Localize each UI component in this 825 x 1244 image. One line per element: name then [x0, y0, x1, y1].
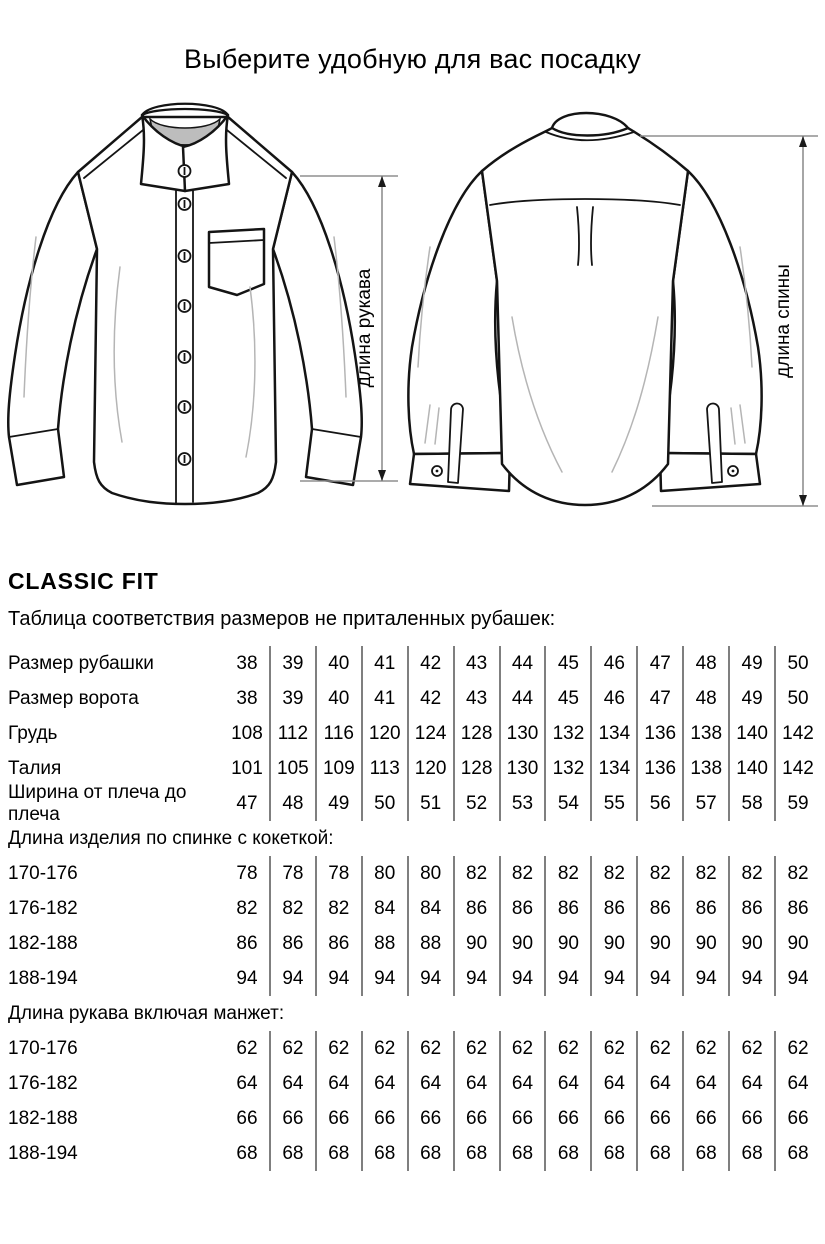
shirt-diagrams — [0, 87, 825, 542]
size-cell: 62 — [636, 1031, 682, 1066]
size-cell: 134 — [590, 716, 636, 751]
size-cell: 49 — [728, 681, 774, 716]
size-cell: 62 — [590, 1031, 636, 1066]
size-cell: 45 — [544, 646, 590, 681]
size-cell: 48 — [682, 646, 728, 681]
size-cell: 50 — [774, 681, 820, 716]
size-cell: 62 — [728, 1031, 774, 1066]
size-cell: 90 — [774, 926, 820, 961]
size-cell: 38 — [236, 687, 258, 709]
size-cell: 62 — [236, 1037, 258, 1059]
size-cell: 84 — [407, 891, 453, 926]
row-label: Талия — [8, 757, 62, 779]
size-cell: 94 — [544, 961, 590, 996]
size-cell: 94 — [682, 961, 728, 996]
back-shirt-drawing — [408, 113, 761, 505]
size-cell: 82 — [315, 891, 361, 926]
size-cell: 62 — [407, 1031, 453, 1066]
size-cell: 68 — [407, 1136, 453, 1171]
size-cell: 48 — [269, 786, 315, 821]
shirt-drawings-svg — [0, 87, 825, 542]
fit-subtitle: Таблица соответствия размеров не приталенных рубашек: — [8, 608, 556, 630]
row-label: 170-176 — [8, 1037, 78, 1059]
size-cell: 47 — [636, 646, 682, 681]
size-cell: 130 — [499, 751, 545, 786]
size-cell: 64 — [728, 1066, 774, 1101]
size-cell: 78 — [269, 856, 315, 891]
size-cell: 136 — [636, 751, 682, 786]
size-cell: 46 — [590, 646, 636, 681]
size-cell: 58 — [728, 786, 774, 821]
size-cell: 82 — [636, 856, 682, 891]
table-row — [8, 681, 820, 716]
size-cell: 66 — [269, 1101, 315, 1136]
size-cell: 94 — [453, 961, 499, 996]
chest-pocket — [209, 229, 264, 295]
size-cell: 108 — [231, 722, 263, 744]
size-cell: 80 — [407, 856, 453, 891]
size-cell: 90 — [682, 926, 728, 961]
front-shirt-drawing — [8, 104, 362, 504]
size-cell: 90 — [453, 926, 499, 961]
row-label: 176-182 — [8, 897, 78, 919]
size-cell: 62 — [682, 1031, 728, 1066]
size-cell: 112 — [269, 716, 315, 751]
size-cell: 140 — [728, 751, 774, 786]
size-cell: 82 — [453, 856, 499, 891]
table-section-heading: Длина изделия по спинке с кокеткой: — [8, 827, 334, 849]
size-cell: 90 — [590, 926, 636, 961]
size-cell: 109 — [315, 751, 361, 786]
size-table — [8, 646, 820, 1171]
size-cell: 86 — [544, 891, 590, 926]
size-cell: 57 — [682, 786, 728, 821]
size-cell: 44 — [499, 646, 545, 681]
size-cell: 66 — [544, 1101, 590, 1136]
size-cell: 88 — [407, 926, 453, 961]
row-label: 182-188 — [8, 1107, 78, 1129]
size-cell: 44 — [499, 681, 545, 716]
table-row — [8, 646, 820, 681]
size-cell: 55 — [590, 786, 636, 821]
size-cell: 124 — [407, 716, 453, 751]
size-cell: 78 — [315, 856, 361, 891]
size-cell: 46 — [590, 681, 636, 716]
size-cell: 66 — [636, 1101, 682, 1136]
size-cell: 64 — [453, 1066, 499, 1101]
size-cell: 64 — [361, 1066, 407, 1101]
size-cell: 86 — [315, 926, 361, 961]
size-cell: 86 — [774, 891, 820, 926]
table-row — [8, 961, 820, 996]
table-section-heading: Длина рукава включая манжет: — [8, 1002, 285, 1024]
size-cell: 64 — [682, 1066, 728, 1101]
collar-band — [552, 113, 628, 136]
size-cell: 62 — [774, 1031, 820, 1066]
size-cell: 68 — [636, 1136, 682, 1171]
size-cell: 56 — [636, 786, 682, 821]
size-cell: 54 — [544, 786, 590, 821]
size-cell: 40 — [315, 646, 361, 681]
table-row — [8, 891, 820, 926]
size-cell: 64 — [590, 1066, 636, 1101]
size-cell: 39 — [269, 646, 315, 681]
size-cell: 82 — [682, 856, 728, 891]
size-cell: 132 — [544, 716, 590, 751]
size-cell: 50 — [361, 786, 407, 821]
size-cell: 94 — [590, 961, 636, 996]
size-cell: 138 — [682, 751, 728, 786]
size-cell: 120 — [407, 751, 453, 786]
size-cell: 132 — [544, 751, 590, 786]
fit-heading: CLASSIC FIT — [8, 568, 159, 594]
size-cell: 94 — [315, 961, 361, 996]
size-cell: 66 — [590, 1101, 636, 1136]
table-row — [8, 1136, 820, 1171]
size-cell: 86 — [590, 891, 636, 926]
size-cell: 86 — [499, 891, 545, 926]
size-cell: 66 — [453, 1101, 499, 1136]
size-cell: 105 — [269, 751, 315, 786]
table-row — [8, 781, 820, 825]
size-cell: 64 — [236, 1072, 258, 1094]
size-cell: 142 — [774, 751, 820, 786]
size-cell: 68 — [774, 1136, 820, 1171]
row-label: Ширина от плеча до плеча — [8, 781, 187, 825]
size-cell: 64 — [315, 1066, 361, 1101]
size-cell: 68 — [269, 1136, 315, 1171]
size-cell: 53 — [499, 786, 545, 821]
size-cell: 94 — [499, 961, 545, 996]
size-cell: 49 — [315, 786, 361, 821]
size-cell: 48 — [682, 681, 728, 716]
table-row — [8, 1101, 820, 1136]
size-cell: 43 — [453, 646, 499, 681]
sleeve-length-label: длина рукава — [354, 268, 375, 388]
size-cell: 52 — [453, 786, 499, 821]
size-cell: 64 — [636, 1066, 682, 1101]
size-cell: 128 — [453, 716, 499, 751]
size-cell: 66 — [236, 1107, 258, 1129]
size-cell: 62 — [361, 1031, 407, 1066]
size-cell: 64 — [544, 1066, 590, 1101]
size-cell: 66 — [407, 1101, 453, 1136]
size-cell: 90 — [728, 926, 774, 961]
size-cell: 86 — [236, 932, 258, 954]
size-cell: 47 — [636, 681, 682, 716]
size-cell: 68 — [590, 1136, 636, 1171]
size-cell: 50 — [774, 646, 820, 681]
size-cell: 42 — [407, 681, 453, 716]
row-label: 188-194 — [8, 967, 78, 989]
row-label: 176-182 — [8, 1072, 78, 1094]
size-cell: 64 — [407, 1066, 453, 1101]
row-label: Грудь — [8, 722, 58, 744]
size-cell: 38 — [236, 652, 258, 674]
size-cell: 66 — [682, 1101, 728, 1136]
size-cell: 66 — [499, 1101, 545, 1136]
row-label: 170-176 — [8, 862, 78, 884]
size-cell: 113 — [361, 751, 407, 786]
size-cell: 68 — [361, 1136, 407, 1171]
size-cell: 82 — [590, 856, 636, 891]
size-cell: 45 — [544, 681, 590, 716]
size-cell: 94 — [407, 961, 453, 996]
page-title: Выберите удобную для вас посадку — [184, 44, 641, 74]
size-cell: 134 — [590, 751, 636, 786]
row-label: 182-188 — [8, 932, 78, 954]
size-cell: 68 — [544, 1136, 590, 1171]
size-cell: 94 — [269, 961, 315, 996]
size-cell: 90 — [544, 926, 590, 961]
size-cell: 39 — [269, 681, 315, 716]
size-cell: 78 — [236, 862, 258, 884]
size-cell: 86 — [636, 891, 682, 926]
table-row — [8, 1031, 820, 1066]
size-cell: 82 — [774, 856, 820, 891]
size-cell: 94 — [236, 967, 258, 989]
size-cell: 120 — [361, 716, 407, 751]
size-cell: 62 — [499, 1031, 545, 1066]
size-cell: 64 — [774, 1066, 820, 1101]
size-cell: 80 — [361, 856, 407, 891]
size-cell: 42 — [407, 646, 453, 681]
size-cell: 94 — [361, 961, 407, 996]
size-cell: 82 — [544, 856, 590, 891]
table-row — [8, 1066, 820, 1101]
size-cell: 94 — [774, 961, 820, 996]
size-cell: 47 — [236, 792, 258, 814]
size-cell: 43 — [453, 681, 499, 716]
size-cell: 62 — [269, 1031, 315, 1066]
size-cell: 84 — [361, 891, 407, 926]
size-cell: 88 — [361, 926, 407, 961]
size-cell: 68 — [315, 1136, 361, 1171]
size-cell: 86 — [269, 926, 315, 961]
size-cell: 86 — [728, 891, 774, 926]
table-row — [8, 926, 820, 961]
size-cell: 62 — [453, 1031, 499, 1066]
size-cell: 68 — [728, 1136, 774, 1171]
size-cell: 68 — [499, 1136, 545, 1171]
size-cell: 94 — [728, 961, 774, 996]
table-row — [8, 716, 820, 751]
size-cell: 41 — [361, 646, 407, 681]
size-cell: 82 — [269, 891, 315, 926]
size-cell: 82 — [499, 856, 545, 891]
size-cell: 90 — [499, 926, 545, 961]
size-cell: 86 — [682, 891, 728, 926]
size-cell: 136 — [636, 716, 682, 751]
size-cell: 64 — [499, 1066, 545, 1101]
size-cell: 86 — [453, 891, 499, 926]
size-cell: 101 — [231, 757, 263, 779]
size-cell: 66 — [315, 1101, 361, 1136]
size-cell: 82 — [236, 897, 258, 919]
size-cell: 66 — [728, 1101, 774, 1136]
size-cell: 40 — [315, 681, 361, 716]
size-cell: 66 — [361, 1101, 407, 1136]
size-cell: 68 — [682, 1136, 728, 1171]
back-length-label: длина спины — [773, 264, 794, 378]
row-label: 188-194 — [8, 1142, 78, 1164]
size-cell: 116 — [315, 716, 361, 751]
row-label: Размер ворота — [8, 687, 139, 709]
size-cell: 68 — [453, 1136, 499, 1171]
size-cell: 142 — [774, 716, 820, 751]
row-label: Размер рубашки — [8, 652, 154, 674]
size-cell: 68 — [236, 1142, 258, 1164]
size-cell: 66 — [774, 1101, 820, 1136]
size-cell: 130 — [499, 716, 545, 751]
size-cell: 51 — [407, 786, 453, 821]
size-cell: 90 — [636, 926, 682, 961]
size-cell: 64 — [269, 1066, 315, 1101]
size-cell: 82 — [728, 856, 774, 891]
size-cell: 62 — [544, 1031, 590, 1066]
size-cell: 49 — [728, 646, 774, 681]
size-cell: 41 — [361, 681, 407, 716]
table-row — [8, 856, 820, 891]
size-guide-page — [0, 44, 825, 1171]
size-cell: 138 — [682, 716, 728, 751]
size-cell: 59 — [774, 786, 820, 821]
size-cell: 62 — [315, 1031, 361, 1066]
size-cell: 128 — [453, 751, 499, 786]
size-cell: 140 — [728, 716, 774, 751]
size-cell: 94 — [636, 961, 682, 996]
